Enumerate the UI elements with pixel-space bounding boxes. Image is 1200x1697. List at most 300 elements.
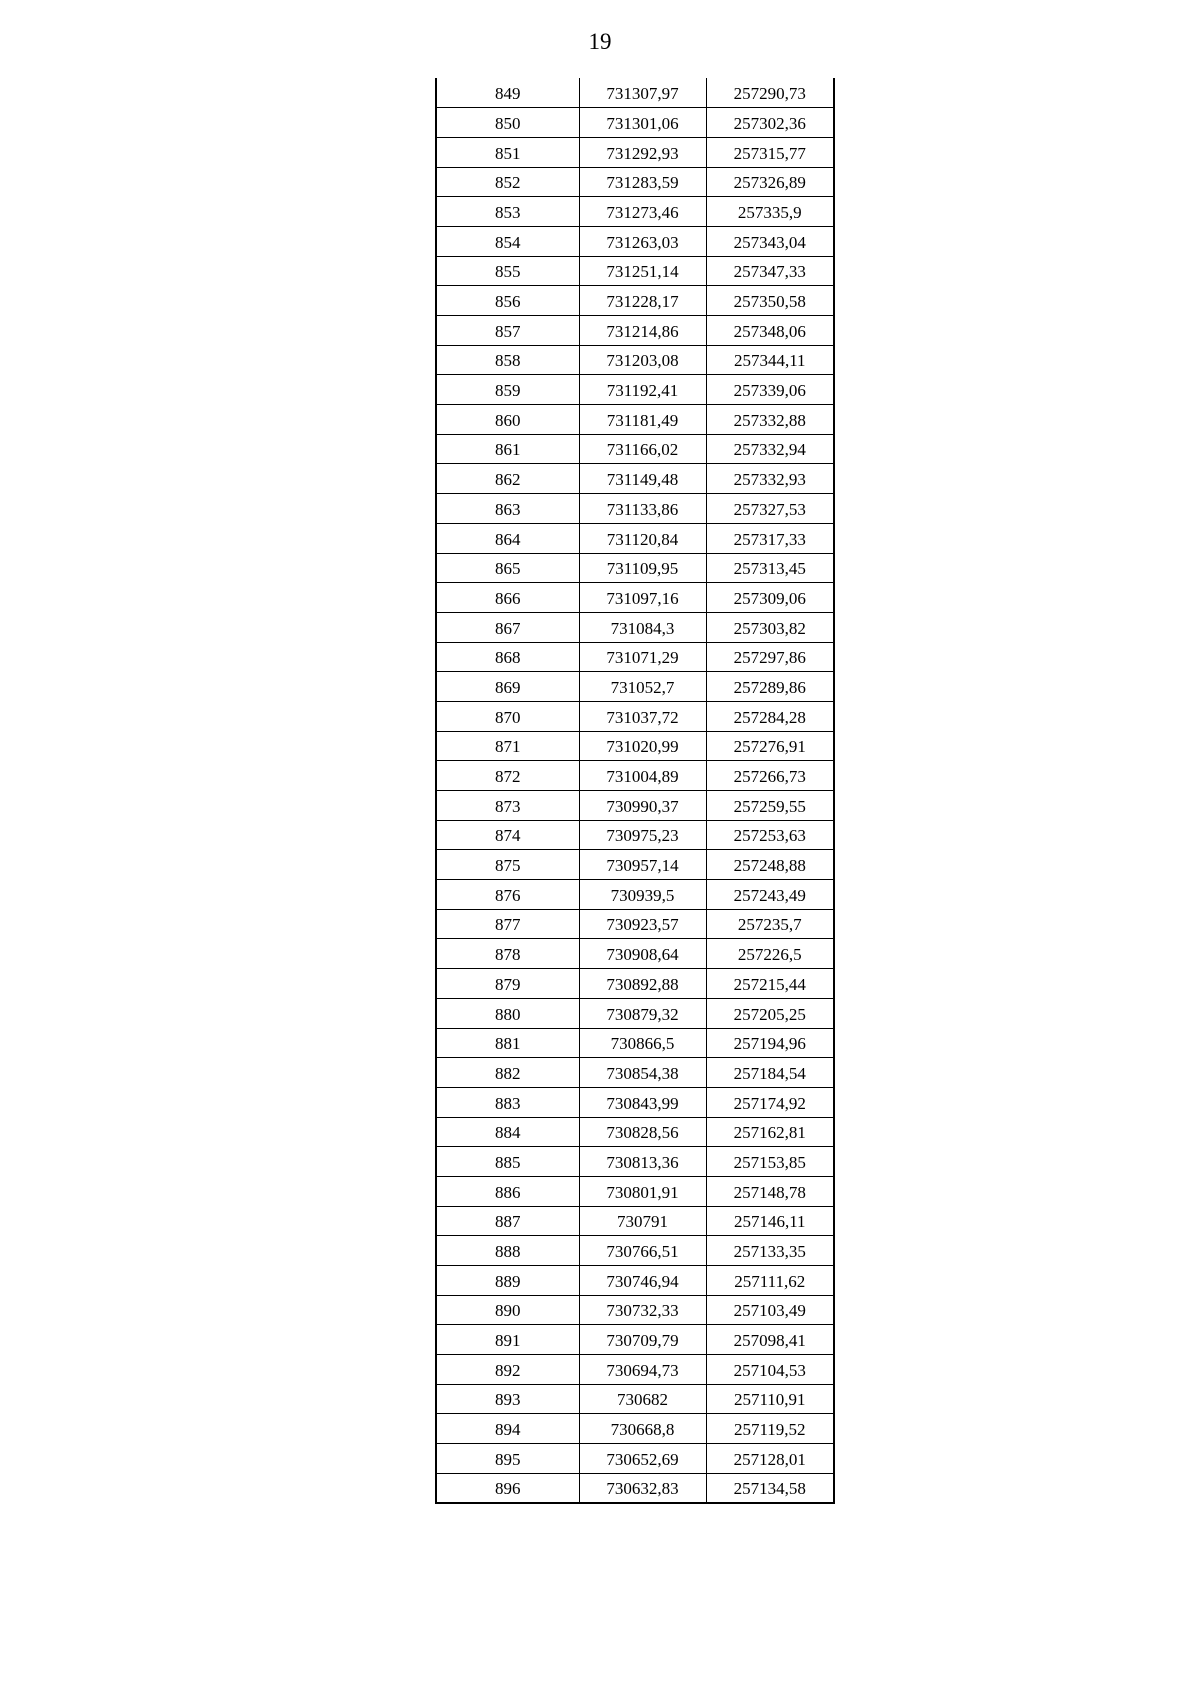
table-row — [436, 820, 834, 850]
point-number-text: 883 — [495, 1093, 521, 1113]
y-coordinate-text: 257253,63 — [733, 826, 806, 846]
x-coordinate-text: 731084,3 — [610, 618, 675, 638]
y-coordinate-text: 257350,58 — [733, 292, 806, 311]
x-coordinate-cell — [579, 1236, 706, 1266]
x-coordinate-text: 730652,69 — [606, 1449, 679, 1469]
y-coordinate-text: 257266,73 — [733, 767, 806, 786]
x-coordinate-cell — [579, 256, 706, 286]
table-row — [436, 642, 834, 672]
table-row — [436, 1087, 834, 1117]
x-coordinate-cell — [579, 1266, 706, 1296]
table-row — [436, 375, 834, 405]
table-row — [436, 672, 834, 702]
x-coordinate-cell — [579, 583, 706, 613]
x-coordinate-text: 730682 — [617, 1390, 668, 1410]
point-number-cell — [436, 286, 579, 316]
y-coordinate-cell — [706, 375, 834, 405]
x-coordinate-text: 731052,7 — [610, 677, 675, 697]
point-number-text: 876 — [495, 885, 521, 905]
x-coordinate-text: 731020,99 — [606, 737, 679, 757]
y-coordinate-text: 257332,93 — [733, 470, 806, 490]
x-coordinate-text: 730791 — [617, 1212, 668, 1232]
x-coordinate-cell — [579, 226, 706, 256]
y-coordinate-cell — [706, 820, 834, 850]
x-coordinate-cell — [579, 1206, 706, 1236]
point-number-cell — [436, 1206, 579, 1236]
y-coordinate-cell — [706, 1087, 834, 1117]
x-coordinate-text: 731109,95 — [606, 559, 679, 579]
point-number-text: 886 — [495, 1182, 521, 1202]
x-coordinate-cell — [579, 286, 706, 316]
x-coordinate-text: 730923,57 — [606, 915, 679, 935]
table-row — [436, 1236, 834, 1266]
y-coordinate-cell — [706, 612, 834, 642]
table-row — [436, 761, 834, 791]
y-coordinate-text: 257297,86 — [733, 648, 806, 668]
point-number-text: 868 — [495, 648, 521, 668]
point-number-text: 888 — [495, 1242, 521, 1261]
x-coordinate-cell — [579, 1414, 706, 1444]
point-number-cell — [436, 939, 579, 969]
table-row — [436, 108, 834, 138]
x-coordinate-text: 730908,64 — [606, 945, 679, 965]
point-number-cell — [436, 701, 579, 731]
y-coordinate-text: 257309,06 — [733, 588, 806, 608]
y-coordinate-text: 257276,91 — [733, 737, 806, 757]
y-coordinate-text: 257184,54 — [733, 1063, 806, 1083]
x-coordinate-text: 730892,88 — [606, 974, 679, 994]
point-number-cell — [436, 672, 579, 702]
point-number-cell — [436, 1087, 579, 1117]
y-coordinate-text: 257332,94 — [733, 440, 806, 460]
y-coordinate-cell — [706, 761, 834, 791]
y-coordinate-cell — [706, 137, 834, 167]
table-row — [436, 701, 834, 731]
x-coordinate-text: 730732,33 — [606, 1301, 679, 1321]
table-row — [436, 1206, 834, 1236]
point-number-cell — [436, 1236, 579, 1266]
point-number-cell — [436, 167, 579, 197]
point-number-cell — [436, 791, 579, 821]
point-number-cell — [436, 494, 579, 524]
point-number-cell — [436, 731, 579, 761]
table-row — [436, 909, 834, 939]
y-coordinate-cell — [706, 731, 834, 761]
point-number-cell — [436, 78, 579, 108]
point-number-text: 882 — [495, 1063, 521, 1083]
point-number-cell — [436, 137, 579, 167]
y-coordinate-cell — [706, 405, 834, 435]
y-coordinate-text: 257303,82 — [733, 618, 806, 638]
table-row — [436, 1117, 834, 1147]
point-number-cell — [436, 434, 579, 464]
x-coordinate-text: 731292,93 — [606, 143, 679, 163]
x-coordinate-text: 730813,36 — [606, 1152, 679, 1172]
x-coordinate-cell — [579, 197, 706, 227]
point-number-cell — [436, 1028, 579, 1058]
table-row — [436, 405, 834, 435]
point-number-text: 896 — [495, 1479, 521, 1498]
y-coordinate-text: 257194,96 — [733, 1034, 806, 1054]
point-number-text: 887 — [495, 1212, 521, 1232]
table-row — [436, 1058, 834, 1088]
x-coordinate-cell — [579, 642, 706, 672]
point-number-text: 872 — [495, 767, 521, 786]
y-coordinate-text: 257103,49 — [733, 1301, 806, 1321]
point-number-text: 863 — [495, 499, 521, 519]
x-coordinate-text: 730668,8 — [610, 1420, 675, 1440]
table-row — [436, 197, 834, 227]
x-coordinate-cell — [579, 523, 706, 553]
y-coordinate-text: 257119,52 — [733, 1420, 806, 1440]
x-coordinate-cell — [579, 672, 706, 702]
x-coordinate-cell — [579, 375, 706, 405]
x-coordinate-text: 731307,97 — [606, 84, 679, 104]
point-number-text: 880 — [495, 1004, 521, 1024]
x-coordinate-text: 730828,56 — [606, 1123, 679, 1143]
point-number-cell — [436, 523, 579, 553]
y-coordinate-text: 257290,73 — [733, 84, 806, 104]
point-number-text: 851 — [495, 143, 521, 163]
y-coordinate-cell — [706, 345, 834, 375]
point-number-text: 878 — [495, 945, 521, 965]
y-coordinate-text: 257327,53 — [733, 499, 806, 519]
x-coordinate-text: 731097,16 — [606, 588, 679, 608]
y-coordinate-text: 257243,49 — [733, 885, 806, 905]
point-number-text: 894 — [495, 1420, 521, 1440]
point-number-cell — [436, 1325, 579, 1355]
y-coordinate-text: 257153,85 — [733, 1152, 806, 1172]
table-row — [436, 553, 834, 583]
x-coordinate-text: 731251,14 — [606, 262, 679, 282]
x-coordinate-cell — [579, 434, 706, 464]
point-number-cell — [436, 375, 579, 405]
point-number-text: 892 — [495, 1360, 521, 1380]
point-number-cell — [436, 108, 579, 138]
x-coordinate-cell — [579, 1176, 706, 1206]
y-coordinate-text: 257348,06 — [733, 321, 806, 341]
point-number-cell — [436, 880, 579, 910]
table-row — [436, 612, 834, 642]
y-coordinate-cell — [706, 226, 834, 256]
point-number-text: 849 — [495, 84, 521, 104]
y-coordinate-cell — [706, 523, 834, 553]
y-coordinate-text: 257289,86 — [733, 677, 806, 697]
table-row — [436, 226, 834, 256]
table-row — [436, 1147, 834, 1177]
y-coordinate-cell — [706, 286, 834, 316]
x-coordinate-cell — [579, 1384, 706, 1414]
point-number-text: 854 — [495, 232, 521, 252]
point-number-text: 859 — [495, 381, 521, 401]
table-row — [436, 969, 834, 999]
y-coordinate-cell — [706, 256, 834, 286]
point-number-cell — [436, 642, 579, 672]
y-coordinate-cell — [706, 998, 834, 1028]
table-row — [436, 880, 834, 910]
point-number-text: 874 — [495, 826, 521, 846]
x-coordinate-text: 731149,48 — [606, 470, 679, 490]
y-coordinate-text: 257205,25 — [733, 1004, 806, 1024]
point-number-cell — [436, 583, 579, 613]
y-coordinate-cell — [706, 434, 834, 464]
x-coordinate-text: 730843,99 — [606, 1093, 679, 1113]
y-coordinate-text: 257332,88 — [733, 410, 806, 430]
x-coordinate-text: 730939,5 — [610, 885, 675, 905]
point-number-text: 871 — [495, 737, 521, 757]
y-coordinate-cell — [706, 1473, 834, 1503]
point-number-cell — [436, 1414, 579, 1444]
y-coordinate-cell — [706, 464, 834, 494]
point-number-cell — [436, 820, 579, 850]
table-row — [436, 167, 834, 197]
x-coordinate-text: 731283,59 — [606, 173, 679, 193]
point-number-text: 890 — [495, 1301, 521, 1321]
y-coordinate-text: 257284,28 — [733, 707, 806, 727]
x-coordinate-cell — [579, 791, 706, 821]
point-number-text: 858 — [495, 351, 521, 371]
y-coordinate-cell — [706, 909, 834, 939]
point-number-cell — [436, 256, 579, 286]
x-coordinate-cell — [579, 1295, 706, 1325]
y-coordinate-text: 257110,91 — [733, 1390, 806, 1410]
table-row — [436, 286, 834, 316]
point-number-cell — [436, 405, 579, 435]
y-coordinate-cell — [706, 1206, 834, 1236]
x-coordinate-text: 730632,83 — [606, 1479, 679, 1498]
table-row — [436, 1384, 834, 1414]
point-number-cell — [436, 1295, 579, 1325]
y-coordinate-cell — [706, 701, 834, 731]
y-coordinate-text: 257226,5 — [737, 945, 802, 965]
y-coordinate-cell — [706, 642, 834, 672]
y-coordinate-cell — [706, 1444, 834, 1474]
x-coordinate-text: 731133,86 — [606, 499, 679, 519]
x-coordinate-cell — [579, 969, 706, 999]
x-coordinate-cell — [579, 405, 706, 435]
table-row — [436, 1355, 834, 1385]
x-coordinate-cell — [579, 998, 706, 1028]
y-coordinate-cell — [706, 1384, 834, 1414]
y-coordinate-text: 257339,06 — [733, 381, 806, 401]
y-coordinate-text: 257146,11 — [733, 1212, 806, 1232]
point-number-text: 856 — [495, 292, 521, 311]
y-coordinate-text: 257162,81 — [733, 1123, 806, 1143]
x-coordinate-cell — [579, 1058, 706, 1088]
point-number-text: 855 — [495, 262, 521, 282]
y-coordinate-cell — [706, 969, 834, 999]
y-coordinate-cell — [706, 1147, 834, 1177]
point-number-cell — [436, 464, 579, 494]
table-row — [436, 791, 834, 821]
point-number-cell — [436, 1266, 579, 1296]
point-number-text: 877 — [495, 915, 521, 935]
y-coordinate-text: 257347,33 — [733, 262, 806, 282]
point-number-cell — [436, 553, 579, 583]
x-coordinate-text: 731228,17 — [606, 292, 679, 311]
table-row — [436, 1325, 834, 1355]
point-number-cell — [436, 761, 579, 791]
point-number-text: 879 — [495, 974, 521, 994]
x-coordinate-cell — [579, 939, 706, 969]
y-coordinate-cell — [706, 1266, 834, 1296]
x-coordinate-cell — [579, 1147, 706, 1177]
y-coordinate-text: 257235,7 — [737, 915, 802, 935]
table-row — [436, 1444, 834, 1474]
y-coordinate-text: 257315,77 — [733, 143, 806, 163]
x-coordinate-cell — [579, 1444, 706, 1474]
y-coordinate-cell — [706, 672, 834, 702]
x-coordinate-text: 731273,46 — [606, 202, 679, 222]
point-number-text: 881 — [495, 1034, 521, 1054]
point-number-text: 867 — [495, 618, 521, 638]
x-coordinate-text: 731037,72 — [606, 707, 679, 727]
x-coordinate-text: 730766,51 — [606, 1242, 679, 1261]
point-number-cell — [436, 1384, 579, 1414]
x-coordinate-cell — [579, 78, 706, 108]
x-coordinate-cell — [579, 553, 706, 583]
y-coordinate-text: 257174,92 — [733, 1093, 806, 1113]
point-number-text: 891 — [495, 1331, 521, 1351]
x-coordinate-text: 730975,23 — [606, 826, 679, 846]
table-row — [436, 78, 834, 108]
x-coordinate-cell — [579, 1087, 706, 1117]
x-coordinate-cell — [579, 494, 706, 524]
point-number-cell — [436, 1176, 579, 1206]
y-coordinate-cell — [706, 1414, 834, 1444]
x-coordinate-text: 731263,03 — [606, 232, 679, 252]
y-coordinate-cell — [706, 1176, 834, 1206]
x-coordinate-text: 731071,29 — [606, 648, 679, 668]
y-coordinate-text: 257326,89 — [733, 173, 806, 193]
table-row — [436, 523, 834, 553]
x-coordinate-text: 730879,32 — [606, 1004, 679, 1024]
x-coordinate-cell — [579, 761, 706, 791]
y-coordinate-text: 257111,62 — [734, 1271, 806, 1291]
point-number-text: 857 — [495, 321, 521, 341]
point-number-cell — [436, 850, 579, 880]
y-coordinate-cell — [706, 791, 834, 821]
x-coordinate-cell — [579, 316, 706, 346]
point-number-text: 869 — [495, 677, 521, 697]
point-number-text: 889 — [495, 1271, 521, 1291]
y-coordinate-text: 257148,78 — [733, 1182, 806, 1202]
point-number-text: 864 — [495, 529, 521, 549]
x-coordinate-cell — [579, 167, 706, 197]
x-coordinate-text: 730854,38 — [606, 1063, 679, 1083]
y-coordinate-cell — [706, 1028, 834, 1058]
point-number-cell — [436, 1117, 579, 1147]
table-row — [436, 494, 834, 524]
y-coordinate-text: 257134,58 — [733, 1479, 806, 1498]
table-row — [436, 256, 834, 286]
y-coordinate-text: 257259,55 — [733, 796, 806, 816]
point-number-text: 861 — [495, 440, 521, 460]
point-number-text: 866 — [495, 588, 521, 608]
y-coordinate-cell — [706, 1325, 834, 1355]
x-coordinate-cell — [579, 701, 706, 731]
point-number-text: 895 — [495, 1449, 521, 1469]
x-coordinate-cell — [579, 1117, 706, 1147]
x-coordinate-text: 730746,94 — [606, 1271, 679, 1291]
x-coordinate-text: 730990,37 — [606, 796, 679, 816]
point-number-cell — [436, 345, 579, 375]
y-coordinate-cell — [706, 1295, 834, 1325]
y-coordinate-text: 257344,11 — [733, 351, 806, 371]
table-row — [436, 137, 834, 167]
x-coordinate-text: 730694,73 — [606, 1360, 679, 1380]
y-coordinate-cell — [706, 316, 834, 346]
y-coordinate-cell — [706, 1355, 834, 1385]
x-coordinate-cell — [579, 850, 706, 880]
y-coordinate-text: 257098,41 — [733, 1331, 806, 1351]
point-number-cell — [436, 316, 579, 346]
point-number-text: 870 — [495, 707, 521, 727]
y-coordinate-cell — [706, 1117, 834, 1147]
x-coordinate-cell — [579, 108, 706, 138]
x-coordinate-cell — [579, 1028, 706, 1058]
point-number-cell — [436, 1058, 579, 1088]
table-row — [436, 464, 834, 494]
point-number-text: 860 — [495, 410, 521, 430]
point-number-text: 885 — [495, 1152, 521, 1172]
y-coordinate-cell — [706, 939, 834, 969]
x-coordinate-cell — [579, 1325, 706, 1355]
x-coordinate-text: 731203,08 — [606, 351, 679, 371]
y-coordinate-cell — [706, 494, 834, 524]
y-coordinate-text: 257248,88 — [733, 856, 806, 876]
point-number-text: 884 — [495, 1123, 521, 1143]
y-coordinate-cell — [706, 1058, 834, 1088]
x-coordinate-cell — [579, 345, 706, 375]
point-number-cell — [436, 1355, 579, 1385]
x-coordinate-cell — [579, 464, 706, 494]
x-coordinate-cell — [579, 880, 706, 910]
x-coordinate-cell — [579, 820, 706, 850]
point-number-text: 875 — [495, 856, 521, 876]
table-row — [436, 1295, 834, 1325]
y-coordinate-text: 257317,33 — [733, 529, 806, 549]
y-coordinate-text: 257335,9 — [737, 202, 802, 222]
y-coordinate-cell — [706, 1236, 834, 1266]
x-coordinate-text: 731120,84 — [606, 529, 679, 549]
point-number-cell — [436, 909, 579, 939]
coordinates-table — [435, 78, 835, 1504]
table-row — [436, 1414, 834, 1444]
x-coordinate-text: 731166,02 — [606, 440, 679, 460]
point-number-text: 853 — [495, 202, 521, 222]
point-number-cell — [436, 998, 579, 1028]
y-coordinate-cell — [706, 880, 834, 910]
table-row — [436, 316, 834, 346]
point-number-text: 862 — [495, 470, 521, 490]
table-row — [436, 1473, 834, 1503]
y-coordinate-text: 257128,01 — [733, 1449, 806, 1469]
y-coordinate-text: 257343,04 — [733, 232, 806, 252]
x-coordinate-cell — [579, 731, 706, 761]
x-coordinate-text: 731301,06 — [606, 113, 679, 133]
x-coordinate-text: 731004,89 — [606, 767, 679, 786]
point-number-cell — [436, 226, 579, 256]
y-coordinate-text: 257133,35 — [733, 1242, 806, 1261]
table-row — [436, 345, 834, 375]
point-number-cell — [436, 612, 579, 642]
point-number-cell — [436, 197, 579, 227]
y-coordinate-text: 257104,53 — [733, 1360, 806, 1380]
point-number-text: 850 — [495, 113, 521, 133]
x-coordinate-cell — [579, 909, 706, 939]
point-number-text: 893 — [495, 1390, 521, 1410]
